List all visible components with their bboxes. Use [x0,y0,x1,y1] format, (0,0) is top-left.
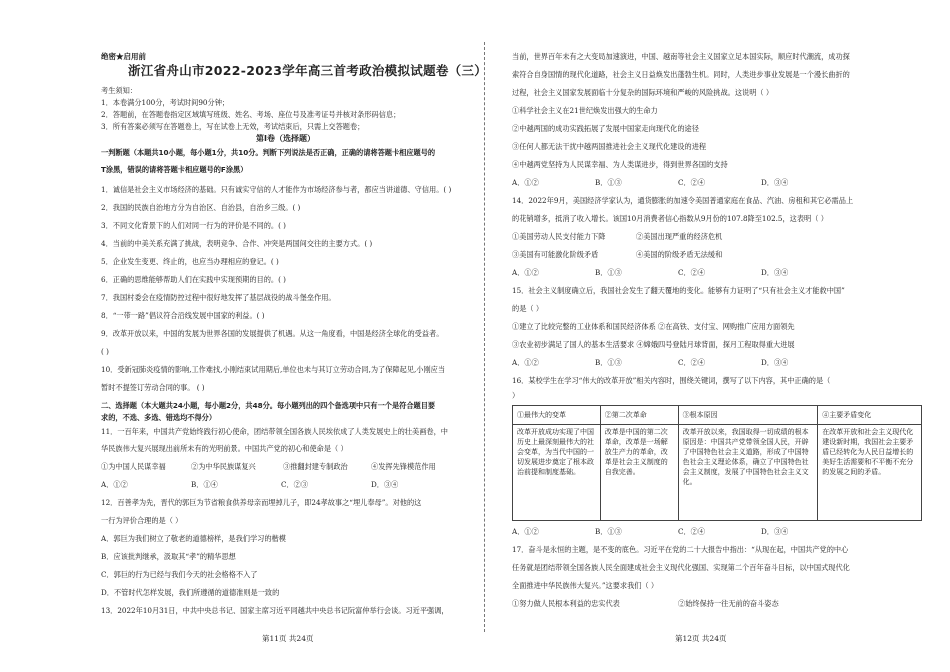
q12-choice-d: D．不管时代怎样发展，我们所遵循的道德准则是一致的 [101,588,280,597]
tf-item-10: 10．受新冠肺炎疫情的影响,工作难找,小刚结束试用期后,单位也未与其订立劳动合同,为了保障起见,小刚应当 [101,365,446,374]
q11-option-a: A．①② [101,480,128,489]
q13-text-cont-2: 索符合自身国情的现代化道路，社会主义日益焕发出蓬勃生机。同时，人类进步事业发展是一个漫长曲折的 [512,70,850,79]
tf-item-7: 7．我国村委会在疫情防控过程中很好地发挥了基层战役的战斗堡垒作用。 [101,293,336,302]
q14-text: 14．2022年9月，美国经济学家认为，通货膨胀的加速令美国普通家庭在食品、汽油、房租和其它必需品上 [512,196,854,205]
right-page [482,0,950,672]
secret-mark: 绝密★启用前 [101,52,146,61]
q15-option-d: D．③④ [761,358,789,367]
q16-cell-3: 改革开放以来，我国取得一切成绩的根本原因是：中国共产党带领全国人民，开辟了中国特色社会主义道路，形成了中国特色社会主义理论体系，确立了中国特色社会主义制度，发展了中国特色社会主义文化。 [678,425,818,521]
q11-option-c: C．②③ [281,480,309,489]
q15-options [512,358,788,368]
q16-text: 16．某校学生在学习“伟大的改革开放”相关内容时，围绕关键词，撰写了以下内容，其中正确的是（ [512,376,831,385]
q11-stmt-3: ③推翻封建专制政治 [283,462,348,471]
q16-cell-4: 在改革开放和社会主义现代化建设新时期，我国社会主要矛盾已经转化为人民日益增长的美好生活需要和不平衡不充分的发展之间的矛盾。 [818,425,922,521]
notice-label: 考生须知： [101,86,137,95]
notice-1: 1．本卷满分100分，考试时间90分钟； [101,98,230,107]
q14-stmts-row1 [512,232,722,242]
q13-text-cont-3: 过程，社会主义国家发展面临十分复杂的国际环境和严峻的风险挑战。这说明（ ） [512,88,774,97]
q13-option-d: D．③④ [761,178,789,187]
q17-stmt-2: ②始终保持一往无前的奋斗姿态 [678,599,779,608]
q12-choice-b: B．应该批判继承，汲取其“孝”的精华思想 [101,552,236,561]
q15-option-c: C．②④ [678,358,706,367]
tf-item-1: 1．诚信是社会主义市场经济的基础。只有诚实守信的人才能作为市场经济参与者，都应当讲道德、守信用。( ) [101,185,452,194]
q15-stmts-row2: ③农业初步满足了国人的基本生活要求 ④嫦娥四号登陆月球背面，探月工程取得重大进展 [512,340,795,349]
q13-option-b: B．①③ [595,178,622,187]
q14-stmt-2: ②美国出现严重的经济危机 [636,232,723,241]
tf-item-6: 6．正确的思维能够帮助人们在实践中实现预期的目的。( ) [101,275,286,284]
page-number-left: 第11页 共24页 [262,634,314,643]
tf-heading-cont: T涂黑，错误的请将答题卡相应题号的F涂黑） [101,165,248,174]
q16-cell-2: 改革是中国的第二次革命，改革是一场解放生产力的革命，改革是社会主义制度的自我完善。 [600,425,678,521]
page-number-right: 第12页 共24页 [675,634,727,643]
tf-item-8: 8．“一带一路”倡议符合沿线发展中国家的利益。( ) [101,311,265,320]
q16-option-b: B．①③ [595,527,622,536]
tf-heading: 一判断题（本题共10小题，每小题1分，共10分。判断下列说法是否正确，正确的请将答题卡相应题号的 [101,148,436,157]
q14-stmt-3: ③美国有可能激化阶级矛盾 [512,250,599,259]
q11-text: 11．一百年来，中国共产党始终践行初心使命，团结带领全国各族人民埃依成了人类发展史上的壮美画卷，中 [101,427,448,436]
q13-text: 13．2022年10月31日，中共中央总书记、国家主席习近平同越共中央总书记阮富仲举行会谈。习近平强调， [101,606,449,615]
q14-stmt-1: ①美国劳动人民支付能力下降 [512,232,606,241]
q14-stmt-4: ④美国的阶级矛盾无法缓和 [636,250,723,259]
tf-item-10-cont: 暂时不提签订劳动合同的事。 ( ) [101,383,205,392]
q16-header-2: ②第二次革命 [600,406,678,425]
q15-option-a: A．①② [512,358,539,367]
q11-statements [101,462,471,472]
q11-option-d: D．③④ [371,480,399,489]
q13-stmt-4: ④中越两党坚持为人民谋幸福、为人类谋进步，得到世界各国的支持 [512,160,728,169]
q16-option-d: D．③④ [761,527,789,536]
q14-option-c: C．②④ [678,268,706,277]
q14-options [512,268,788,278]
q16-options [512,527,788,537]
q12-text-cont: 一行为评价合理的是（ ） [101,516,183,525]
q12-choice-c: C．郭巨的行为已经与我们今天的社会格格不入了 [101,570,258,579]
q16-header-3: ③根本原因 [678,406,818,425]
q16-cell-1: 改革开放成功实现了中国历史上最深刻最伟大的社会变革，为当代中国的一切发展进步奠定了根本政治前提和制度基础。 [513,425,601,521]
q15-text: 15．社会主义制度确立后，我国社会发生了翻天覆地的变化。能够有力证明了“只有社会主义才能救中国” [512,286,845,295]
q15-text-cont: 的是（ ） [512,304,544,313]
q17-text-cont-1: 任务就是团结带领全国各族人民全面建成社会主义现代化强国、实现第二个百年奋斗目标，以中国式现代化 [512,563,850,572]
tf-item-4: 4．当前的中美关系充满了挑战，表明竞争、合作、冲突是两国间交往的主要方式。( ) [101,239,373,248]
tf-item-5: 5．企业发生变更、终止的，也应当办理相应的登记。( ) [101,257,279,266]
q11-stmt-2: ②为中华民族谋复兴 [191,462,256,471]
q13-option-c: C．②④ [678,178,706,187]
q15-option-b: B．①③ [595,358,622,367]
q12-text: 12．百善孝为先，晋代的郭巨为节省粮食供养母亲而埋掉儿子，即24孝故事之“埋儿奉母”。对他的这 [101,498,422,507]
mc-heading: 二、选择题（本大题共24小题，每小题2分，共48分。每小题列出的四个备选项中只有一个是符合题目要 [101,401,436,410]
q17-text-cont-2: 全面推进中华民族伟大复兴。”这要求我们（ ） [512,581,659,590]
q13-stmt-1: ①科学社会主义在21世纪焕发出强大的生命力 [512,106,658,115]
q14-option-b: B．①③ [595,268,622,277]
q13-option-a: A．①② [512,178,539,187]
tf-item-3: 3．不同文化背景下的人们对同一行为的评价是不同的。( ) [101,221,286,230]
mc-heading-cont: 求的，不选、多选、错选均不得分） [101,413,217,422]
q16-header-4: ④主要矛盾变化 [818,406,922,425]
q17-text: 17．奋斗是永恒的主题，是不变的底色。习近平在党的二十大报告中指出：“从现在起，中国共产党的中心 [512,545,849,554]
page-title: 浙江省舟山市2022-2023学年高三首考政治模拟试题卷（三） [128,63,488,78]
notice-2: 2．答题前，在答题卷指定区域填写班级、姓名、考场、座位号及准考证号并核对条形码信息； [101,110,401,119]
q13-text-cont-1: 当前，世界百年未有之大变局加速演进，中国、越南等社会主义国家立足本国实际，顺应时代潮流，成功探 [512,52,850,61]
notice-3: 3．所有答案必须写在答题卷上，写在试卷上无效，考试结束后，只需上交答题卷； [101,122,365,131]
q15-stmts-row1: ①建立了比较完整的工业体系和国民经济体系 ②在高铁、支付宝、网购推广应用方面领先 [512,322,795,331]
q11-text-cont: 华民族伟大复兴展现出前所未有的光明前景。中国共产党的初心和使命是（ ） [101,444,348,453]
tf-item-9-cont: ( ) [101,347,109,356]
q14-stmts-row2 [512,250,722,260]
q14-option-a: A．①② [512,268,539,277]
q14-option-d: D．③④ [761,268,789,277]
q12-choice-a: A．郭巨为我们树立了敬老的道德榜样，是我们学习的楷模 [101,534,286,543]
tf-item-2: 2．我国的民族自治地方分为自治区、自治县，自治乡三级。( ) [101,203,301,212]
q13-stmt-2: ②中越两国的成功实践拓展了发展中国家走向现代化的途径 [512,124,699,133]
q16-table [512,405,922,521]
part1-heading: 第Ⅰ卷（选择题） [256,134,315,143]
tf-item-9: 9．改革开放以来，中国的发展为世界各国的发展提供了机遇。从这一角度看，中国是经济全球化的受益者。 [101,329,444,338]
q17-stmt-1: ①努力做人民根本利益的忠实代表 [512,599,620,608]
q16-option-a: A．①② [512,527,539,536]
q11-stmt-4: ④发挥先锋模范作用 [371,462,436,471]
q13-options [512,178,788,188]
q17-statements [512,599,779,609]
q11-options [101,480,398,490]
q11-stmt-1: ①为中国人民谋幸福 [101,462,166,471]
q13-stmt-3: ③任何人都无法干扰中越两国推进社会主义现代化建设的进程 [512,142,707,151]
q16-option-c: C．②④ [678,527,706,536]
q16-header-1: ①最伟大的变革 [513,406,601,425]
q16-text-cont: ） [512,391,520,400]
q14-text-cont: 的花销增多，抵消了收入增长。该国10月消费者信心指数从9月份的107.8降至102.5，这表明（ ） [512,214,828,223]
q11-option-b: B．①④ [191,480,218,489]
